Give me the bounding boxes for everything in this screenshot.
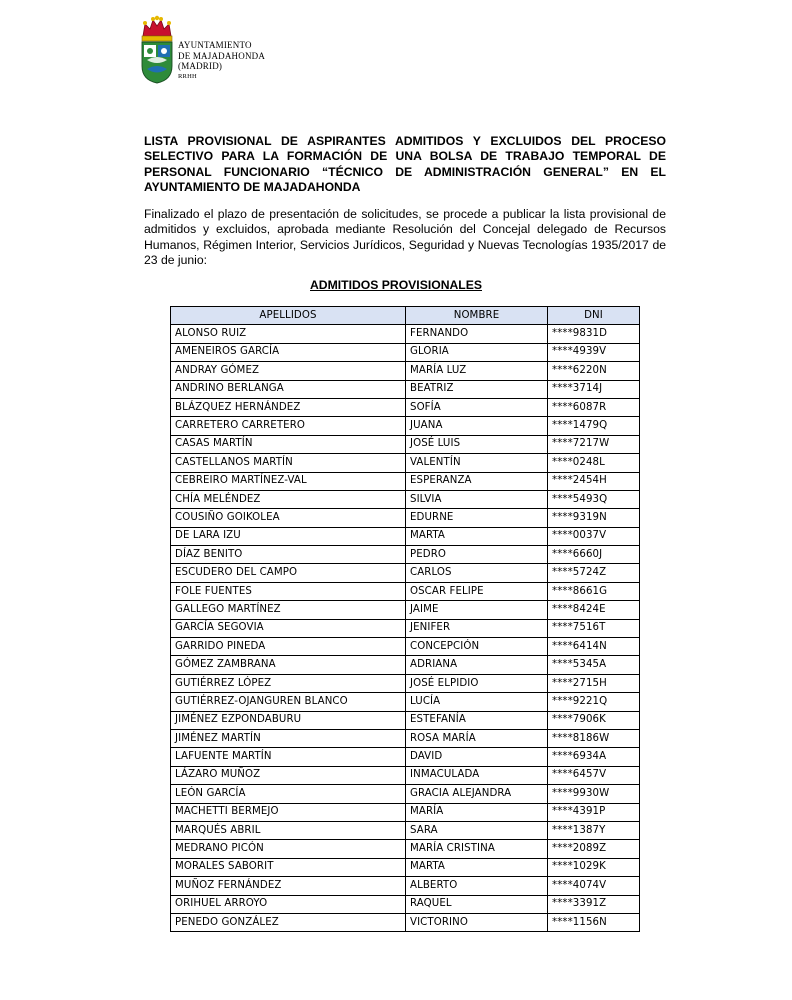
cell-apellidos: FOLE FUENTES	[171, 582, 406, 600]
table-row	[171, 417, 640, 435]
cell-nombre: ADRIANA	[406, 656, 548, 674]
cell-apellidos: ANDRINO BERLANGA	[171, 380, 406, 398]
cell-dni: ****3391Z	[548, 895, 640, 913]
cell-nombre: SILVIA	[406, 490, 548, 508]
cell-nombre: ALBERTO	[406, 877, 548, 895]
cell-apellidos: ALONSO RUIZ	[171, 325, 406, 343]
table-row	[171, 362, 640, 380]
cell-dni: ****9831D	[548, 325, 640, 343]
cell-nombre: VALENTÍN	[406, 454, 548, 472]
cell-apellidos: MORALES SABORIT	[171, 858, 406, 876]
table-row	[171, 343, 640, 361]
table-row	[171, 380, 640, 398]
cell-dni: ****4939V	[548, 343, 640, 361]
column-header-apellidos: APELLIDOS	[171, 307, 406, 325]
cell-nombre: ROSA MARÍA	[406, 729, 548, 747]
intro-paragraph: Finalizado el plazo de presentación de solicitudes, se procede a publicar la lista provisional de admitidos y excluidos, aprobada mediante Resolución del Concejal delegado de Recursos Humanos, Régimen Interior, Servicios Jurídicos, Seguridad y Nuevas Tecnologías 1935/2017 de 23 de junio:	[144, 207, 666, 267]
cell-dni: ****0248L	[548, 454, 640, 472]
cell-dni: ****7906K	[548, 711, 640, 729]
cell-nombre: GRACIA ALEJANDRA	[406, 785, 548, 803]
cell-dni: ****8186W	[548, 729, 640, 747]
column-header-dni: DNI	[548, 307, 640, 325]
cell-dni: ****1479Q	[548, 417, 640, 435]
cell-apellidos: CEBREIRO MARTÍNEZ-VAL	[171, 472, 406, 490]
cell-apellidos: COUSIÑO GOIKOLEA	[171, 509, 406, 527]
cell-nombre: JOSÉ ELPIDIO	[406, 674, 548, 692]
table-row	[171, 711, 640, 729]
table-row	[171, 509, 640, 527]
cell-apellidos: LEÓN GARCÍA	[171, 785, 406, 803]
cell-nombre: INMACULADA	[406, 766, 548, 784]
organization-name	[178, 40, 265, 81]
table-row	[171, 582, 640, 600]
cell-nombre: CONCEPCIÓN	[406, 638, 548, 656]
cell-nombre: MARÍA	[406, 803, 548, 821]
cell-apellidos: GALLEGO MARTÍNEZ	[171, 601, 406, 619]
cell-apellidos: CASAS MARTÍN	[171, 435, 406, 453]
cell-apellidos: DE LARA IZU	[171, 527, 406, 545]
cell-apellidos: GARRIDO PINEDA	[171, 638, 406, 656]
cell-dni: ****3714J	[548, 380, 640, 398]
table-row	[171, 398, 640, 416]
table-row	[171, 858, 640, 876]
cell-dni: ****6934A	[548, 748, 640, 766]
cell-apellidos: PENEDO GONZÁLEZ	[171, 913, 406, 931]
table-row	[171, 527, 640, 545]
table-row	[171, 472, 640, 490]
cell-dni: ****5724Z	[548, 564, 640, 582]
cell-nombre: SOFÍA	[406, 398, 548, 416]
table-row	[171, 490, 640, 508]
cell-apellidos: GUTIÉRREZ-OJANGUREN BLANCO	[171, 693, 406, 711]
cell-dni: ****4391P	[548, 803, 640, 821]
table-row	[171, 454, 640, 472]
admitted-table	[170, 306, 640, 932]
table-row	[171, 619, 640, 637]
column-header-nombre: NOMBRE	[406, 307, 548, 325]
cell-dni: ****7516T	[548, 619, 640, 637]
cell-dni: ****5493Q	[548, 490, 640, 508]
cell-nombre: SARA	[406, 821, 548, 839]
org-line-3: (MADRID)	[178, 61, 223, 71]
cell-apellidos: MARQUÉS ABRIL	[171, 821, 406, 839]
cell-apellidos: JIMÉNEZ MARTÍN	[171, 729, 406, 747]
cell-nombre: PEDRO	[406, 546, 548, 564]
table-row	[171, 638, 640, 656]
org-line-2: DE MAJADAHONDA	[178, 50, 266, 61]
cell-nombre: GLORIA	[406, 343, 548, 361]
table-row	[171, 821, 640, 839]
cell-dni: ****6087R	[548, 398, 640, 416]
cell-nombre: EDURNE	[406, 509, 548, 527]
cell-dni: ****6660J	[548, 546, 640, 564]
cell-dni: ****8424E	[548, 601, 640, 619]
cell-apellidos: LÁZARO MUÑOZ	[171, 766, 406, 784]
cell-nombre: MARTA	[406, 527, 548, 545]
table-row	[171, 435, 640, 453]
cell-dni: ****2715H	[548, 674, 640, 692]
table-header-row	[171, 307, 640, 325]
letterhead	[139, 14, 339, 89]
cell-dni: ****8661G	[548, 582, 640, 600]
cell-apellidos: ESCUDERO DEL CAMPO	[171, 564, 406, 582]
table-body	[171, 325, 640, 932]
table-row	[171, 748, 640, 766]
cell-apellidos: GARCÍA SEGOVIA	[171, 619, 406, 637]
table-row	[171, 803, 640, 821]
cell-nombre: JOSÉ LUIS	[406, 435, 548, 453]
cell-nombre: VICTORINO	[406, 913, 548, 931]
section-heading	[0, 278, 792, 292]
cell-apellidos: ORIHUEL ARROYO	[171, 895, 406, 913]
cell-dni: ****4074V	[548, 877, 640, 895]
cell-dni: ****0037V	[548, 527, 640, 545]
table-row	[171, 674, 640, 692]
table-row	[171, 913, 640, 931]
cell-dni: ****2089Z	[548, 840, 640, 858]
table-row	[171, 546, 640, 564]
org-line-4: RRHH	[178, 72, 197, 80]
cell-nombre: DAVID	[406, 748, 548, 766]
cell-apellidos: ANDRAY GÓMEZ	[171, 362, 406, 380]
table-row	[171, 693, 640, 711]
table-row	[171, 877, 640, 895]
cell-apellidos: JIMÉNEZ EZPONDABURU	[171, 711, 406, 729]
cell-dni: ****6220N	[548, 362, 640, 380]
cell-nombre: ESPERANZA	[406, 472, 548, 490]
cell-dni: ****6457V	[548, 766, 640, 784]
cell-nombre: FERNANDO	[406, 325, 548, 343]
cell-dni: ****9221Q	[548, 693, 640, 711]
table-row	[171, 564, 640, 582]
coat-of-arms-icon	[139, 14, 175, 84]
cell-apellidos: AMENEIROS GARCÍA	[171, 343, 406, 361]
table-row	[171, 656, 640, 674]
cell-apellidos: DÍAZ BENITO	[171, 546, 406, 564]
cell-apellidos: LAFUENTE MARTÍN	[171, 748, 406, 766]
section-title: ADMITIDOS PROVISIONALES	[310, 278, 482, 292]
org-line-1: AYUNTAMIENTO	[178, 40, 252, 50]
cell-nombre: OSCAR FELIPE	[406, 582, 548, 600]
table-row	[171, 895, 640, 913]
cell-nombre: MARTA	[406, 858, 548, 876]
cell-nombre: ESTEFANÍA	[406, 711, 548, 729]
cell-dni: ****9930W	[548, 785, 640, 803]
cell-apellidos: GUTIÉRREZ LÓPEZ	[171, 674, 406, 692]
table-row	[171, 785, 640, 803]
cell-dni: ****1387Y	[548, 821, 640, 839]
cell-nombre: RAQUEL	[406, 895, 548, 913]
document-title: LISTA PROVISIONAL DE ASPIRANTES ADMITIDOS Y EXCLUIDOS DEL PROCESO SELECTIVO PARA LA FORMACIÓN DE UNA BOLSA DE TRABAJO TEMPORAL DE PERSONAL FUNCIONARIO “TÉCNICO DE ADMINISTRACIÓN GENERAL” EN EL AYUNTAMIENTO DE MAJADAHONDA	[144, 134, 666, 194]
cell-apellidos: CASTELLANOS MARTÍN	[171, 454, 406, 472]
cell-dni: ****5345A	[548, 656, 640, 674]
cell-apellidos: CHÍA MELÉNDEZ	[171, 490, 406, 508]
cell-nombre: MARÍA CRISTINA	[406, 840, 548, 858]
table-row	[171, 325, 640, 343]
cell-nombre: CARLOS	[406, 564, 548, 582]
cell-nombre: JUANA	[406, 417, 548, 435]
cell-nombre: LUCÍA	[406, 693, 548, 711]
cell-nombre: JENIFER	[406, 619, 548, 637]
cell-dni: ****6414N	[548, 638, 640, 656]
cell-apellidos: BLÁZQUEZ HERNÁNDEZ	[171, 398, 406, 416]
cell-apellidos: MUÑOZ FERNÁNDEZ	[171, 877, 406, 895]
cell-nombre: MARÍA LUZ	[406, 362, 548, 380]
table-row	[171, 840, 640, 858]
cell-dni: ****1029K	[548, 858, 640, 876]
cell-apellidos: GÓMEZ ZAMBRANA	[171, 656, 406, 674]
cell-apellidos: MACHETTI BERMEJO	[171, 803, 406, 821]
cell-dni: ****7217W	[548, 435, 640, 453]
cell-apellidos: MEDRANO PICÓN	[171, 840, 406, 858]
table-row	[171, 729, 640, 747]
cell-apellidos: CARRETERO CARRETERO	[171, 417, 406, 435]
cell-dni: ****1156N	[548, 913, 640, 931]
cell-nombre: JAIME	[406, 601, 548, 619]
cell-nombre: BEATRIZ	[406, 380, 548, 398]
cell-dni: ****9319N	[548, 509, 640, 527]
cell-dni: ****2454H	[548, 472, 640, 490]
table-row	[171, 766, 640, 784]
table-row	[171, 601, 640, 619]
